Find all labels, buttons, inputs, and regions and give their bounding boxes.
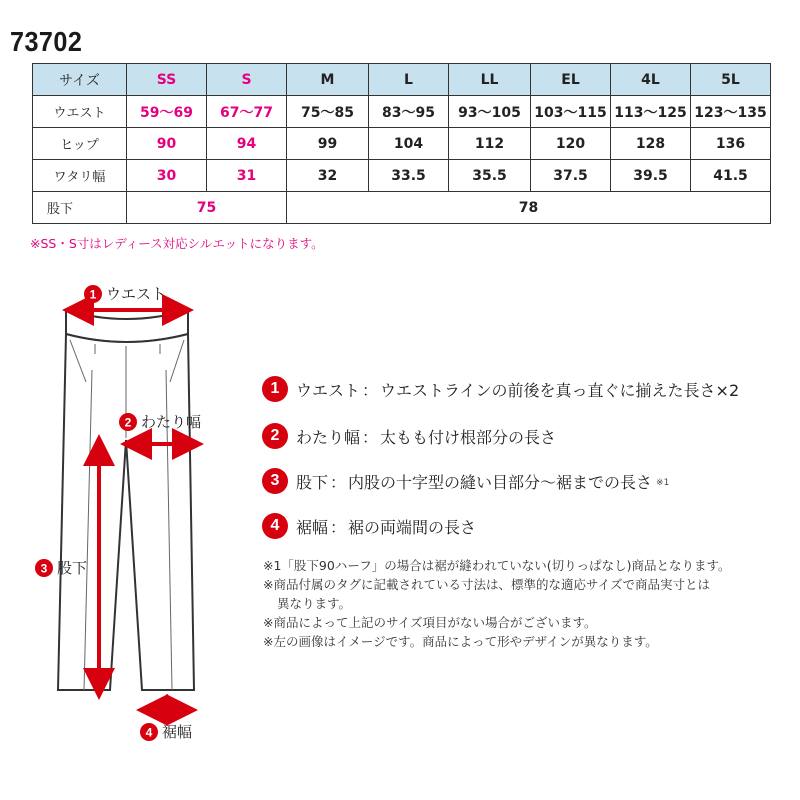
table-cell: 93〜105 bbox=[449, 96, 531, 128]
diagram-label-text: 裾幅 bbox=[162, 723, 193, 741]
diagram-label-text: わたり幅 bbox=[141, 413, 202, 431]
badge-number: 2 bbox=[124, 415, 132, 430]
notes bbox=[263, 556, 783, 651]
size-header: EL bbox=[531, 64, 611, 96]
diagram-label-text: ウエスト bbox=[106, 285, 167, 303]
size-table bbox=[32, 63, 771, 224]
table-row bbox=[33, 96, 771, 128]
header-label: サイズ bbox=[33, 64, 127, 96]
table-cell: 90 bbox=[127, 128, 207, 160]
table-cell: 59〜69 bbox=[127, 96, 207, 128]
table-cell: 33.5 bbox=[369, 160, 449, 192]
badge-number: 4 bbox=[145, 725, 153, 740]
legend-item-hem bbox=[262, 511, 476, 541]
badge-3-icon: 3 bbox=[262, 468, 288, 494]
pants-diagram bbox=[0, 270, 240, 750]
diagram-label-text: 股下 bbox=[57, 559, 88, 577]
size-header: L bbox=[369, 64, 449, 96]
legend-colon: ： bbox=[362, 380, 379, 400]
badge-number: 1 bbox=[89, 287, 97, 302]
size-header: S bbox=[207, 64, 287, 96]
table-cell: 136 bbox=[691, 128, 771, 160]
pants-illustration bbox=[0, 270, 240, 750]
note: ※商品付属のタグに記載されている寸法は、標準的な適応サイズで商品実寸とは bbox=[263, 577, 710, 592]
table-cell: 30 bbox=[127, 160, 207, 192]
table-cell: 123〜135 bbox=[691, 96, 771, 128]
table-row bbox=[33, 160, 771, 192]
legend-term: 股下 bbox=[296, 472, 329, 492]
note: ※1「股下90ハーフ」の場合は裾が縫われていない(切りっぱなし)商品となります。 bbox=[263, 558, 731, 573]
product-code: 73702 bbox=[10, 26, 83, 57]
legend-term: わたり幅 bbox=[296, 427, 361, 447]
legend-desc: 太もも付け根部分の長さ bbox=[380, 427, 557, 447]
legend-colon: ： bbox=[362, 427, 379, 447]
row-label: ウエスト bbox=[33, 96, 127, 128]
legend-footnote-mark: ※1 bbox=[656, 478, 670, 488]
table-row bbox=[33, 128, 771, 160]
table-cell: 94 bbox=[207, 128, 287, 160]
diagram-label-hem bbox=[140, 723, 192, 741]
table-cell: 75〜85 bbox=[287, 96, 369, 128]
ladies-note: ※SS・S寸はレディース対応シルエットになります。 bbox=[30, 236, 324, 251]
legend-desc: ウエストラインの前後を真っ直ぐに揃えた長さ×2 bbox=[380, 380, 740, 400]
table-cell: 112 bbox=[449, 128, 531, 160]
size-header: SS bbox=[127, 64, 207, 96]
table-cell: 32 bbox=[287, 160, 369, 192]
table-header-row bbox=[33, 64, 771, 96]
table-cell: 37.5 bbox=[531, 160, 611, 192]
table-cell: 67〜77 bbox=[207, 96, 287, 128]
table-cell: 103〜115 bbox=[531, 96, 611, 128]
table-cell: 120 bbox=[531, 128, 611, 160]
legend-colon: ： bbox=[330, 472, 347, 492]
row-label: 股下 bbox=[33, 192, 127, 224]
legend-item-thigh bbox=[262, 421, 556, 451]
legend-desc: 裾の両端間の長さ bbox=[348, 517, 477, 537]
inseam-ladies-cell: 75 bbox=[127, 192, 287, 224]
badge-number: 3 bbox=[40, 561, 48, 576]
legend-item-waist bbox=[262, 374, 739, 404]
table-cell: 99 bbox=[287, 128, 369, 160]
legend-term: 裾幅 bbox=[296, 517, 329, 537]
diagram-label-inseam bbox=[35, 559, 87, 577]
table-cell: 41.5 bbox=[691, 160, 771, 192]
note: ※左の画像はイメージです。商品によって形やデザインが異なります。 bbox=[263, 634, 658, 649]
size-header: LL bbox=[449, 64, 531, 96]
badge-1-icon: 1 bbox=[262, 376, 288, 402]
table-cell: 113〜125 bbox=[611, 96, 691, 128]
row-label: ヒップ bbox=[33, 128, 127, 160]
note: 異なります。 bbox=[277, 596, 352, 611]
inseam-regular-cell: 78 bbox=[287, 192, 771, 224]
badge-2-icon: 2 bbox=[262, 423, 288, 449]
table-cell: 39.5 bbox=[611, 160, 691, 192]
size-header: M bbox=[287, 64, 369, 96]
legend-colon: ： bbox=[330, 517, 347, 537]
legend-term: ウエスト bbox=[296, 380, 361, 400]
size-header: 4L bbox=[611, 64, 691, 96]
badge-4-icon: 4 bbox=[262, 513, 288, 539]
diagram-label-waist bbox=[84, 285, 166, 303]
legend-desc: 内股の十字型の縫い目部分〜裾までの長さ bbox=[348, 472, 653, 492]
diagram-label-thigh bbox=[119, 413, 201, 431]
table-cell: 35.5 bbox=[449, 160, 531, 192]
row-label: ワタリ幅 bbox=[33, 160, 127, 192]
table-cell: 31 bbox=[207, 160, 287, 192]
table-cell: 128 bbox=[611, 128, 691, 160]
legend-item-inseam bbox=[262, 466, 669, 496]
table-row-inseam bbox=[33, 192, 771, 224]
note: ※商品によって上記のサイズ項目がない場合がございます。 bbox=[263, 615, 597, 630]
table-cell: 83〜95 bbox=[369, 96, 449, 128]
size-header: 5L bbox=[691, 64, 771, 96]
table-cell: 104 bbox=[369, 128, 449, 160]
